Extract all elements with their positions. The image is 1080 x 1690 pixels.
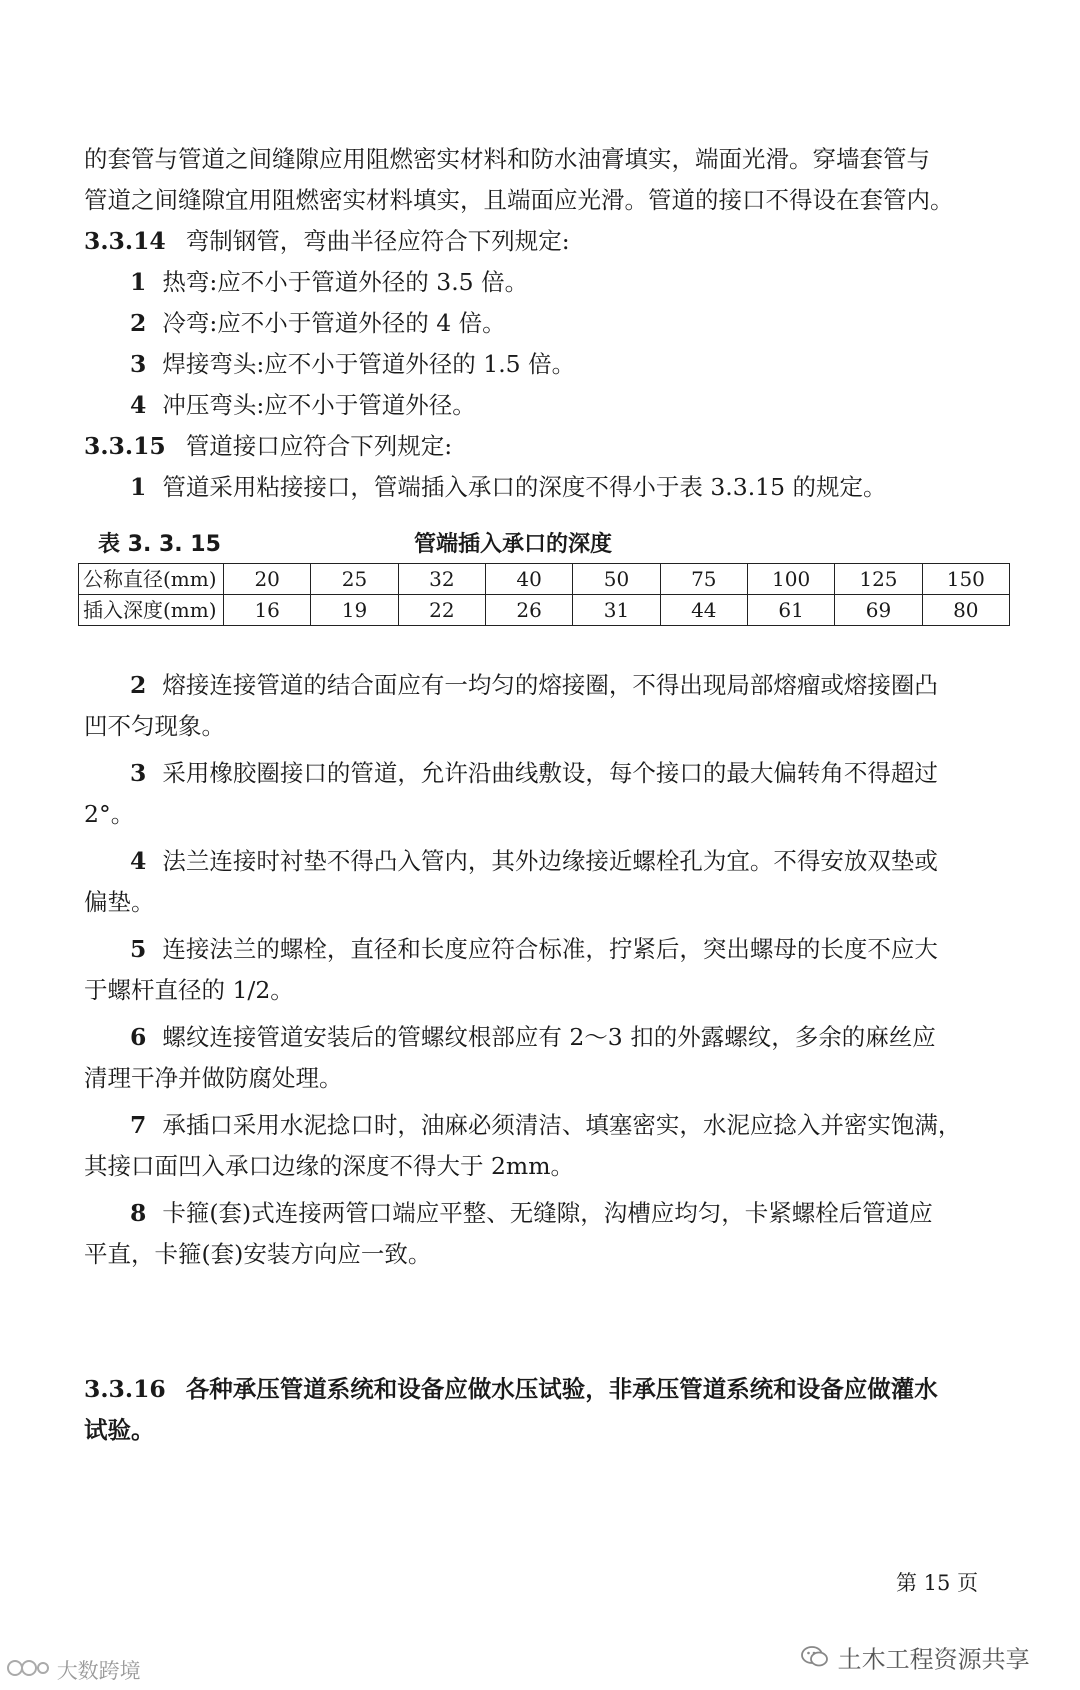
wechat-icon [800, 1644, 830, 1677]
item-text: 熔接连接管道的结合面应有一均匀的熔接圈，不得出现局部熔瘤或熔接圈凸 [162, 671, 938, 699]
item-number: 8 [130, 1199, 147, 1227]
list-item [130, 267, 1004, 297]
table-cell: 50 [573, 564, 660, 595]
list-item [130, 349, 1004, 379]
item-number: 2 [130, 671, 147, 699]
watermark-text: 土木工程资源共享 [837, 1645, 1030, 1674]
item-text: 连接法兰的螺栓，直径和长度应符合标准，拧紧后，突出螺母的长度不应大 [162, 935, 938, 963]
paragraph-line: 其接口面凹入承口边缘的深度不得大于 2mm。 [84, 1152, 574, 1180]
paragraph-line: 平直，卡箍(套)安装方向应一致。 [84, 1240, 432, 1268]
paragraph-line: 凹不匀现象。 [84, 712, 225, 740]
table-caption-number: 表 3. 3. 15 [98, 532, 221, 557]
paragraph-line: 清理干净并做防腐处理。 [84, 1064, 343, 1092]
paragraph-line: 于螺杆直径的 1/2。 [84, 976, 294, 1004]
row-header: 插入深度(mm) [79, 595, 224, 626]
item-text: 螺纹连接管道安装后的管螺纹根部应有 2～3 扣的外露螺纹，多余的麻丝应 [162, 1023, 936, 1051]
list-item [130, 758, 1004, 788]
section-text: 弯制钢管，弯曲半径应符合下列规定: [185, 227, 570, 255]
item-text: 卡箍(套)式连接两管口端应平整、无缝隙，沟槽应均匀，卡紧螺栓后管道应 [162, 1199, 933, 1227]
item-text: 承插口采用水泥捻口时，油麻必须清洁、填塞密实，水泥应捻入并密实饱满， [162, 1111, 962, 1139]
paragraph-line: 2°。 [84, 800, 135, 828]
list-item [130, 670, 1004, 700]
item-number: 1 [130, 473, 147, 501]
item-number: 4 [130, 847, 147, 875]
table-cell: 69 [835, 595, 922, 626]
item-text: 采用橡胶圈接口的管道，允许沿曲线敷设，每个接口的最大偏转角不得超过 [162, 759, 938, 787]
list-item [130, 390, 1004, 420]
list-item [130, 934, 1004, 964]
table-cell: 75 [660, 564, 747, 595]
table-cell: 40 [485, 564, 572, 595]
table-cell: 61 [747, 595, 834, 626]
item-text: 冷弯:应不小于管道外径的 4 倍。 [162, 309, 506, 337]
section-text: 管道接口应符合下列规定: [185, 432, 453, 460]
item-text: 焊接弯头:应不小于管道外径的 1.5 倍。 [162, 350, 576, 378]
list-item [130, 1022, 1004, 1052]
paragraph-line: 管道之间缝隙宜用阻燃密实材料填实，且端面应光滑。管道的接口不得设在套管内。 [84, 186, 954, 214]
paragraph-line: 试验。 [84, 1416, 155, 1444]
table-row [79, 595, 1010, 626]
section-number: 3.3.16 [84, 1375, 166, 1403]
list-item [130, 846, 1004, 876]
table-cell: 100 [747, 564, 834, 595]
table-cell: 44 [660, 595, 747, 626]
logo-icon [6, 1657, 50, 1687]
table-cell: 22 [398, 595, 485, 626]
list-item [130, 472, 1004, 502]
list-item [130, 1198, 1004, 1228]
item-number: 7 [130, 1111, 147, 1139]
table-cell: 19 [311, 595, 398, 626]
row-header: 公称直径(mm) [79, 564, 224, 595]
section-3-3-14 [84, 226, 1004, 256]
list-item [130, 1286, 1004, 1316]
section-number: 3.3.15 [84, 432, 166, 460]
paragraph-line: 的套管与管道之间缝隙应用阻燃密实材料和防水油膏填实，端面光滑。穿墙套管与 [84, 145, 930, 173]
list-item [130, 1110, 1004, 1140]
section-3-3-15 [84, 431, 1004, 461]
item-number: 4 [130, 391, 147, 419]
watermark-text: 大数跨境 [56, 1659, 141, 1683]
table-cell: 16 [224, 595, 311, 626]
item-number: 6 [130, 1023, 147, 1051]
item-number: 5 [130, 935, 147, 963]
section-number: 3.3.14 [84, 227, 166, 255]
watermark-right [800, 1644, 1030, 1677]
table-cell: 125 [835, 564, 922, 595]
item-number: 1 [130, 268, 147, 296]
table-cell: 25 [311, 564, 398, 595]
section-text: 各种承压管道系统和设备应做水压试验，非承压管道系统和设备应做灌水 [185, 1375, 938, 1403]
list-item [130, 308, 1004, 338]
item-number: 2 [130, 309, 147, 337]
table-row [79, 564, 1010, 595]
table-cell: 32 [398, 564, 485, 595]
watermark-left [6, 1656, 141, 1687]
table-caption-title: 管端插入承口的深度 [414, 532, 613, 557]
item-text: 管道采用粘接接口，管端插入承口的深度不得小于表 3.3.15 的规定。 [162, 473, 887, 501]
item-number: 3 [130, 759, 147, 787]
table-cell: 150 [922, 564, 1009, 595]
table-cell: 20 [224, 564, 311, 595]
item-text: 热弯:应不小于管道外径的 3.5 倍。 [162, 268, 529, 296]
paragraph-line: 偏垫。 [84, 888, 155, 916]
table-cell: 80 [922, 595, 1009, 626]
item-number: 3 [130, 350, 147, 378]
table-cell: 31 [573, 595, 660, 626]
section-3-3-16 [84, 1374, 1004, 1404]
page-number: 第 15 页 [896, 1571, 979, 1595]
item-text: 法兰连接时衬垫不得凸入管内，其外边缘接近螺栓孔为宜。不得安放双垫或 [162, 847, 938, 875]
item-text: 冲压弯头:应不小于管道外径。 [162, 391, 476, 419]
table-cell: 26 [485, 595, 572, 626]
insertion-depth-table [78, 563, 1010, 626]
